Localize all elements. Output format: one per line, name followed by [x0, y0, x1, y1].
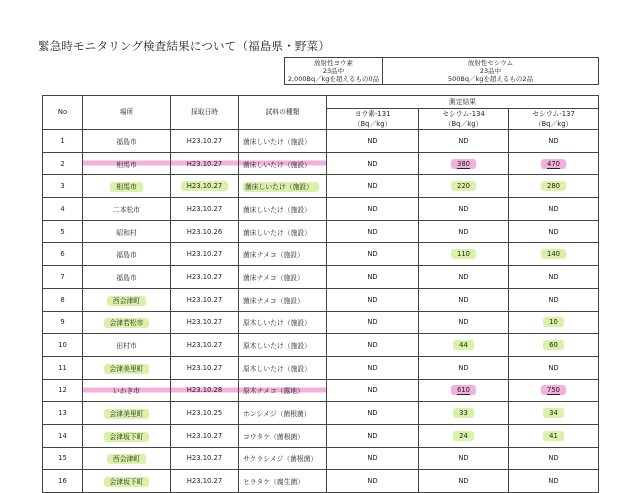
value-highlight: 44: [453, 340, 474, 350]
value-highlight: 34: [543, 408, 564, 418]
cell-cs137: ND: [509, 356, 599, 379]
table-row: [43, 266, 599, 289]
cell-date: H23.10.27: [171, 311, 239, 334]
cell-sample: 菌床しいたけ（施設）: [239, 220, 327, 243]
cell-date: H23.10.27: [171, 447, 239, 470]
place-highlight: 西会津町: [107, 454, 146, 464]
cell-cs137: [509, 243, 599, 266]
cell-cs137: [509, 311, 599, 334]
cesium-summary-line1: 放射性セシウム: [467, 58, 514, 67]
cell-place: [83, 402, 171, 425]
summary-box: [284, 57, 599, 85]
place-highlight: 会津若松市: [104, 318, 150, 328]
cell-place: [83, 288, 171, 311]
sample-highlight: 菌床しいたけ（施設）: [243, 182, 319, 192]
cell-no: 4: [43, 198, 83, 221]
cell-i131: ND: [327, 152, 419, 175]
cell-date: H23.10.27: [171, 266, 239, 289]
cell-sample: 原木しいたけ（施設）: [239, 334, 327, 357]
place-text: 福島市: [116, 137, 137, 146]
cell-i131: ND: [327, 243, 419, 266]
place-text: 福島市: [116, 273, 137, 282]
value-highlight: 610: [451, 385, 476, 395]
table-row: [43, 334, 599, 357]
table-row: [43, 243, 599, 266]
cell-date: H23.10.27: [171, 470, 239, 493]
cell-sample: 菌床しいたけ（施設）: [239, 130, 327, 153]
cell-date: H23.10.27: [171, 243, 239, 266]
place-text: 福島市: [116, 251, 137, 260]
cell-no: 2: [43, 152, 83, 175]
cell-no: 9: [43, 311, 83, 334]
value-highlight: 280: [541, 181, 566, 191]
cell-cs134: ND: [419, 266, 509, 289]
cell-place: [83, 379, 171, 402]
place-highlight: 会津美里町: [104, 409, 150, 419]
place-text: 田村市: [116, 342, 137, 351]
cell-i131: ND: [327, 175, 419, 198]
place-highlight: 相馬市: [110, 182, 142, 192]
cell-i131: ND: [327, 402, 419, 425]
iodine-summary-line2: 23品中: [322, 66, 345, 75]
cell-place: [83, 311, 171, 334]
cesium-summary: [383, 58, 599, 85]
cell-no: 1: [43, 130, 83, 153]
cell-no: 5: [43, 220, 83, 243]
place-text: いわき市: [112, 387, 141, 396]
header-unit-i131: （Bq／kg）: [327, 119, 419, 130]
cell-cs134: ND: [419, 311, 509, 334]
cesium-summary-line3: 500Bq／kgを超えるもの2品: [447, 75, 534, 84]
cell-cs134: [419, 424, 509, 447]
cell-date: H23.10.27: [171, 288, 239, 311]
value-highlight: 750: [541, 385, 566, 395]
cell-no: 12: [43, 379, 83, 402]
cell-sample: [239, 175, 327, 198]
header-cs137: セシウム-137: [509, 109, 599, 120]
cell-i131: ND: [327, 198, 419, 221]
cell-cs137: [509, 402, 599, 425]
cell-place: [83, 198, 171, 221]
cell-sample: ヒラタケ（腐生菌）: [239, 470, 327, 493]
cell-i131: ND: [327, 266, 419, 289]
cell-cs137: ND: [509, 220, 599, 243]
cell-i131: ND: [327, 424, 419, 447]
cell-date: H23.10.25: [171, 402, 239, 425]
value-highlight: 24: [453, 431, 474, 441]
cell-no: 16: [43, 470, 83, 493]
cell-cs137: ND: [509, 198, 599, 221]
cell-no: 3: [43, 175, 83, 198]
header-unit-cs134: （Bq／kg）: [419, 119, 509, 130]
cell-place: [83, 220, 171, 243]
cell-cs134: [419, 334, 509, 357]
cell-date: H23.10.27: [171, 356, 239, 379]
table-row: [43, 402, 599, 425]
cell-cs134: [419, 379, 509, 402]
table-row: [43, 379, 599, 402]
cell-cs134: [419, 402, 509, 425]
value-highlight: 110: [451, 249, 476, 259]
cell-place: [83, 152, 171, 175]
cell-cs134: [419, 152, 509, 175]
cell-date: H23.10.27: [171, 130, 239, 153]
cell-date: H23.10.26: [171, 220, 239, 243]
cell-no: 11: [43, 356, 83, 379]
header-sample: 試料の種類: [239, 96, 327, 130]
cell-cs137: ND: [509, 130, 599, 153]
iodine-summary-line1: 放射性ヨウ素: [314, 58, 353, 67]
cell-no: 7: [43, 266, 83, 289]
cell-sample: コウタケ（菌根菌）: [239, 424, 327, 447]
table-row: [43, 175, 599, 198]
cell-cs134: ND: [419, 130, 509, 153]
place-text: 二本松市: [112, 205, 141, 214]
cell-cs137: ND: [509, 470, 599, 493]
cell-date: H23.10.27: [171, 198, 239, 221]
cell-no: 8: [43, 288, 83, 311]
cesium-summary-line2: 23品中: [479, 66, 502, 75]
cell-cs134: [419, 175, 509, 198]
value-highlight: 41: [543, 431, 564, 441]
table-row: [43, 130, 599, 153]
cell-sample: ホンシメジ（菌根菌）: [239, 402, 327, 425]
table-row: [43, 356, 599, 379]
cell-cs137: [509, 379, 599, 402]
cell-i131: ND: [327, 311, 419, 334]
cell-cs137: ND: [509, 266, 599, 289]
cell-sample: 菌床ナメコ（施設）: [239, 266, 327, 289]
header-no: No: [43, 96, 83, 130]
place-highlight: 会津坂下町: [104, 477, 150, 487]
cell-date: H23.10.28: [171, 379, 239, 402]
page-title: 緊急時モニタリング検査結果について（福島県・野菜）: [38, 39, 331, 53]
cell-cs137: [509, 175, 599, 198]
header-i131: ヨウ素-131: [327, 109, 419, 120]
cell-cs134: ND: [419, 198, 509, 221]
table-row: [43, 424, 599, 447]
cell-sample: 原木しいたけ（施設）: [239, 356, 327, 379]
value-highlight: 60: [543, 340, 564, 350]
cell-sample: サクラシメジ（菌根菌）: [239, 447, 327, 470]
cell-cs137: [509, 424, 599, 447]
cell-place: [83, 334, 171, 357]
cell-place: [83, 243, 171, 266]
cell-date: H23.10.27: [171, 152, 239, 175]
value-highlight: 470: [541, 159, 566, 169]
cell-no: 15: [43, 447, 83, 470]
place-highlight: 会津坂下町: [104, 432, 150, 442]
cell-sample: 菌床ナメコ（施設）: [239, 243, 327, 266]
cell-i131: ND: [327, 447, 419, 470]
cell-sample: 菌床ナメコ（施設）: [239, 288, 327, 311]
cell-i131: ND: [327, 379, 419, 402]
cell-place: [83, 130, 171, 153]
place-highlight: 会津美里町: [104, 364, 150, 374]
cell-sample: 原木しいたけ（施設）: [239, 311, 327, 334]
iodine-summary-line3: 2,000Bq／kgを超えるもの0品: [287, 75, 380, 84]
table-row: [43, 288, 599, 311]
value-highlight: 10: [543, 317, 564, 327]
table-row: [43, 152, 599, 175]
table-row: [43, 220, 599, 243]
cell-date: H23.10.27: [171, 334, 239, 357]
value-highlight: 140: [541, 249, 566, 259]
place-highlight: 西会津町: [107, 296, 146, 306]
cell-cs134: ND: [419, 288, 509, 311]
cell-no: 14: [43, 424, 83, 447]
place-text: 昭和村: [116, 228, 137, 237]
cell-sample: 菌床しいたけ（施設）: [239, 152, 327, 175]
cell-no: 6: [43, 243, 83, 266]
cell-no: 13: [43, 402, 83, 425]
cell-i131: ND: [327, 356, 419, 379]
cell-cs137: [509, 334, 599, 357]
place-text: 相馬市: [116, 160, 137, 169]
value-highlight: 220: [451, 181, 476, 191]
date-highlight: H23.10.27: [181, 181, 228, 191]
header-results: 測定結果: [327, 96, 599, 109]
cell-date: [171, 175, 239, 198]
iodine-summary: [285, 58, 383, 85]
header-date: 採取日時: [171, 96, 239, 130]
cell-cs137: ND: [509, 288, 599, 311]
cell-place: [83, 470, 171, 493]
cell-cs134: ND: [419, 356, 509, 379]
table-row: [43, 311, 599, 334]
header-place: 場所: [83, 96, 171, 130]
cell-cs134: ND: [419, 220, 509, 243]
table-row: [43, 447, 599, 470]
cell-cs134: ND: [419, 447, 509, 470]
table-row: [43, 198, 599, 221]
cell-cs137: [509, 152, 599, 175]
value-highlight: 380: [451, 159, 476, 169]
cell-sample: 原木ナメコ（露地）: [239, 379, 327, 402]
header-unit-cs137: （Bq／kg）: [509, 119, 599, 130]
table-row: [43, 470, 599, 493]
cell-place: [83, 266, 171, 289]
cell-i131: ND: [327, 130, 419, 153]
cell-i131: ND: [327, 334, 419, 357]
cell-sample: 菌床しいたけ（施設）: [239, 198, 327, 221]
cell-place: [83, 447, 171, 470]
results-table: [42, 95, 599, 493]
cell-cs134: ND: [419, 470, 509, 493]
cell-no: 10: [43, 334, 83, 357]
header-cs134: セシウム-134: [419, 109, 509, 120]
cell-date: H23.10.27: [171, 424, 239, 447]
cell-place: [83, 356, 171, 379]
cell-i131: ND: [327, 288, 419, 311]
cell-cs137: ND: [509, 447, 599, 470]
cell-place: [83, 424, 171, 447]
cell-place: [83, 175, 171, 198]
value-highlight: 33: [453, 408, 474, 418]
cell-cs134: [419, 243, 509, 266]
cell-i131: ND: [327, 220, 419, 243]
cell-i131: ND: [327, 470, 419, 493]
